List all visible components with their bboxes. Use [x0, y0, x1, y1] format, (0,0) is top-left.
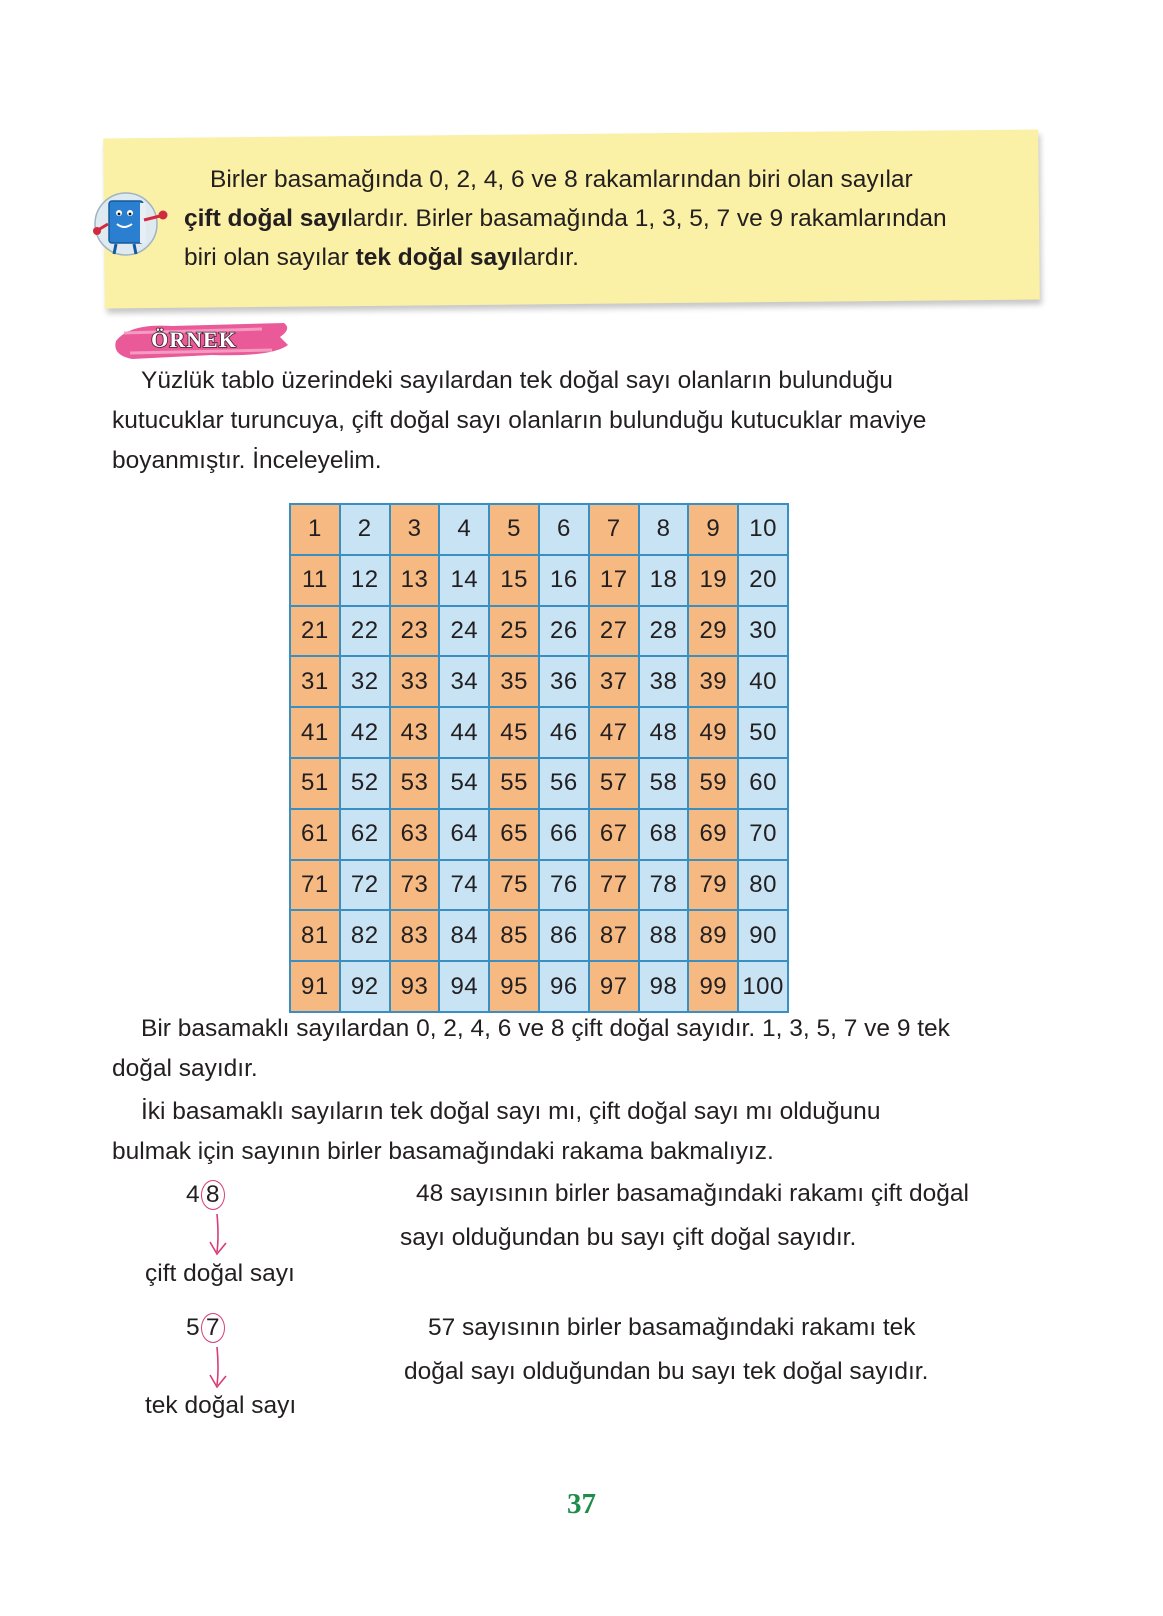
example2-label: tek doğal sayı	[145, 1392, 297, 1419]
table-cell: 4	[440, 505, 488, 554]
example-tag	[112, 317, 292, 363]
example2-description	[404, 1306, 928, 1394]
table-cell: 40	[739, 657, 787, 706]
table-cell: 53	[391, 759, 439, 808]
table-cell: 61	[291, 810, 339, 859]
info-line3-start: biri olan sayılar	[184, 244, 356, 271]
example2-number	[186, 1313, 225, 1343]
table-cell: 12	[341, 556, 389, 605]
para2-line1: İki basamaklı sayıların tek doğal sayı mı, çift doğal sayı mı olduğunu	[141, 1098, 881, 1125]
info-note-text	[184, 160, 1019, 277]
table-cell: 1	[291, 505, 339, 554]
example1-ones-digit-circled: 8	[201, 1180, 225, 1210]
table-cell: 68	[640, 810, 688, 859]
table-cell: 7	[590, 505, 638, 554]
table-cell: 79	[689, 861, 737, 910]
arrow-down-icon	[208, 1345, 238, 1395]
table-cell: 39	[689, 657, 737, 706]
table-cell: 99	[689, 962, 737, 1011]
table-cell: 98	[640, 962, 688, 1011]
table-cell: 94	[440, 962, 488, 1011]
table-cell: 51	[291, 759, 339, 808]
table-cell: 10	[739, 505, 787, 554]
table-cell: 73	[391, 861, 439, 910]
table-cell: 35	[490, 657, 538, 706]
table-cell: 34	[440, 657, 488, 706]
table-cell: 90	[739, 911, 787, 960]
table-cell: 30	[739, 607, 787, 656]
table-cell: 16	[540, 556, 588, 605]
example1-number	[186, 1180, 225, 1210]
table-cell: 43	[391, 708, 439, 757]
table-cell: 75	[490, 861, 538, 910]
table-cell: 58	[640, 759, 688, 808]
table-cell: 37	[590, 657, 638, 706]
table-cell: 81	[291, 911, 339, 960]
table-cell: 100	[739, 962, 787, 1011]
table-cell: 96	[540, 962, 588, 1011]
table-cell: 59	[689, 759, 737, 808]
table-cell: 19	[689, 556, 737, 605]
table-cell: 70	[739, 810, 787, 859]
table-cell: 72	[341, 861, 389, 910]
table-cell: 33	[391, 657, 439, 706]
table-cell: 44	[440, 708, 488, 757]
table-cell: 80	[739, 861, 787, 910]
table-cell: 15	[490, 556, 538, 605]
table-cell: 6	[540, 505, 588, 554]
table-cell: 41	[291, 708, 339, 757]
example2-ones-digit-circled: 7	[201, 1313, 225, 1343]
example1-desc-line1: 48 sayısının birler basamağındaki rakamı çift doğal	[416, 1180, 969, 1207]
page-number: 37	[567, 1488, 596, 1520]
table-cell: 84	[440, 911, 488, 960]
hundred-table	[289, 503, 789, 1013]
table-cell: 36	[540, 657, 588, 706]
table-cell: 67	[590, 810, 638, 859]
table-cell: 76	[540, 861, 588, 910]
table-cell: 3	[391, 505, 439, 554]
table-cell: 64	[440, 810, 488, 859]
table-cell: 23	[391, 607, 439, 656]
table-cell: 21	[291, 607, 339, 656]
table-cell: 77	[590, 861, 638, 910]
table-cell: 45	[490, 708, 538, 757]
table-cell: 42	[341, 708, 389, 757]
table-cell: 95	[490, 962, 538, 1011]
table-cell: 2	[341, 505, 389, 554]
table-cell: 82	[341, 911, 389, 960]
table-cell: 49	[689, 708, 737, 757]
table-cell: 20	[739, 556, 787, 605]
table-cell: 47	[590, 708, 638, 757]
table-cell: 17	[590, 556, 638, 605]
para2-line2: bulmak için sayının birler basamağındaki rakama bakmalıyız.	[112, 1138, 774, 1165]
example1-label: çift doğal sayı	[145, 1260, 295, 1287]
example2-tens-digit: 5	[186, 1314, 200, 1341]
example1-description	[400, 1172, 969, 1260]
even-natural-number-term: çift doğal sayı	[184, 205, 348, 232]
paragraph-two-digit	[112, 1092, 1040, 1172]
table-cell: 65	[490, 810, 538, 859]
table-cell: 69	[689, 810, 737, 859]
odd-natural-number-term: tek doğal sayı	[355, 244, 518, 271]
book-mascot-icon	[92, 182, 184, 262]
table-cell: 25	[490, 607, 538, 656]
table-cell: 71	[291, 861, 339, 910]
table-cell: 27	[590, 607, 638, 656]
table-cell: 88	[640, 911, 688, 960]
intro-line1: Yüzlük tablo üzerindeki sayılardan tek doğal sayı olanların bulunduğu	[141, 367, 893, 394]
table-cell: 54	[440, 759, 488, 808]
table-cell: 22	[341, 607, 389, 656]
table-cell: 18	[640, 556, 688, 605]
table-cell: 83	[391, 911, 439, 960]
paragraph-one-digit	[112, 1009, 1040, 1089]
table-cell: 91	[291, 962, 339, 1011]
info-line3-end: lardır.	[517, 244, 579, 271]
example2-desc-line1: 57 sayısının birler basamağındaki rakamı tek	[428, 1314, 916, 1341]
table-cell: 55	[490, 759, 538, 808]
table-cell: 57	[590, 759, 638, 808]
table-cell: 48	[640, 708, 688, 757]
table-cell: 31	[291, 657, 339, 706]
table-cell: 74	[440, 861, 488, 910]
intro-line2: kutucuklar turuncuya, çift doğal sayı olanların bulunduğu kutucuklar maviye	[112, 407, 927, 434]
table-cell: 8	[640, 505, 688, 554]
table-cell: 50	[739, 708, 787, 757]
table-cell: 9	[689, 505, 737, 554]
example1-desc-line2: sayı olduğundan bu sayı çift doğal sayıdır.	[400, 1224, 857, 1251]
arrow-down-icon	[208, 1212, 238, 1262]
table-cell: 29	[689, 607, 737, 656]
info-line1: Birler basamağında 0, 2, 4, 6 ve 8 rakamlarından biri olan sayılar	[210, 166, 913, 193]
table-cell: 60	[739, 759, 787, 808]
table-cell: 14	[440, 556, 488, 605]
table-cell: 86	[540, 911, 588, 960]
table-cell: 87	[590, 911, 638, 960]
example-tag-label: ÖRNEK	[151, 327, 237, 352]
table-cell: 92	[341, 962, 389, 1011]
table-cell: 63	[391, 810, 439, 859]
table-cell: 13	[391, 556, 439, 605]
intro-line3: boyanmıştır. İnceleyelim.	[112, 447, 382, 474]
example1-tens-digit: 4	[186, 1181, 200, 1208]
table-cell: 85	[490, 911, 538, 960]
table-cell: 52	[341, 759, 389, 808]
table-cell: 26	[540, 607, 588, 656]
table-cell: 97	[590, 962, 638, 1011]
para1-line2: doğal sayıdır.	[112, 1055, 258, 1082]
table-cell: 62	[341, 810, 389, 859]
table-cell: 89	[689, 911, 737, 960]
example2-desc-line2: doğal sayı olduğundan bu sayı tek doğal sayıdır.	[404, 1358, 929, 1385]
table-cell: 24	[440, 607, 488, 656]
table-cell: 93	[391, 962, 439, 1011]
table-cell: 38	[640, 657, 688, 706]
table-cell: 66	[540, 810, 588, 859]
intro-paragraph	[112, 361, 1040, 481]
table-cell: 11	[291, 556, 339, 605]
table-cell: 5	[490, 505, 538, 554]
table-cell: 28	[640, 607, 688, 656]
table-cell: 56	[540, 759, 588, 808]
table-cell: 32	[341, 657, 389, 706]
info-line2: lardır. Birler basamağında 1, 3, 5, 7 ve 9 rakamlarından	[347, 205, 947, 232]
table-cell: 78	[640, 861, 688, 910]
para1-line1: Bir basamaklı sayılardan 0, 2, 4, 6 ve 8 çift doğal sayıdır. 1, 3, 5, 7 ve 9 tek	[141, 1015, 950, 1042]
table-cell: 46	[540, 708, 588, 757]
